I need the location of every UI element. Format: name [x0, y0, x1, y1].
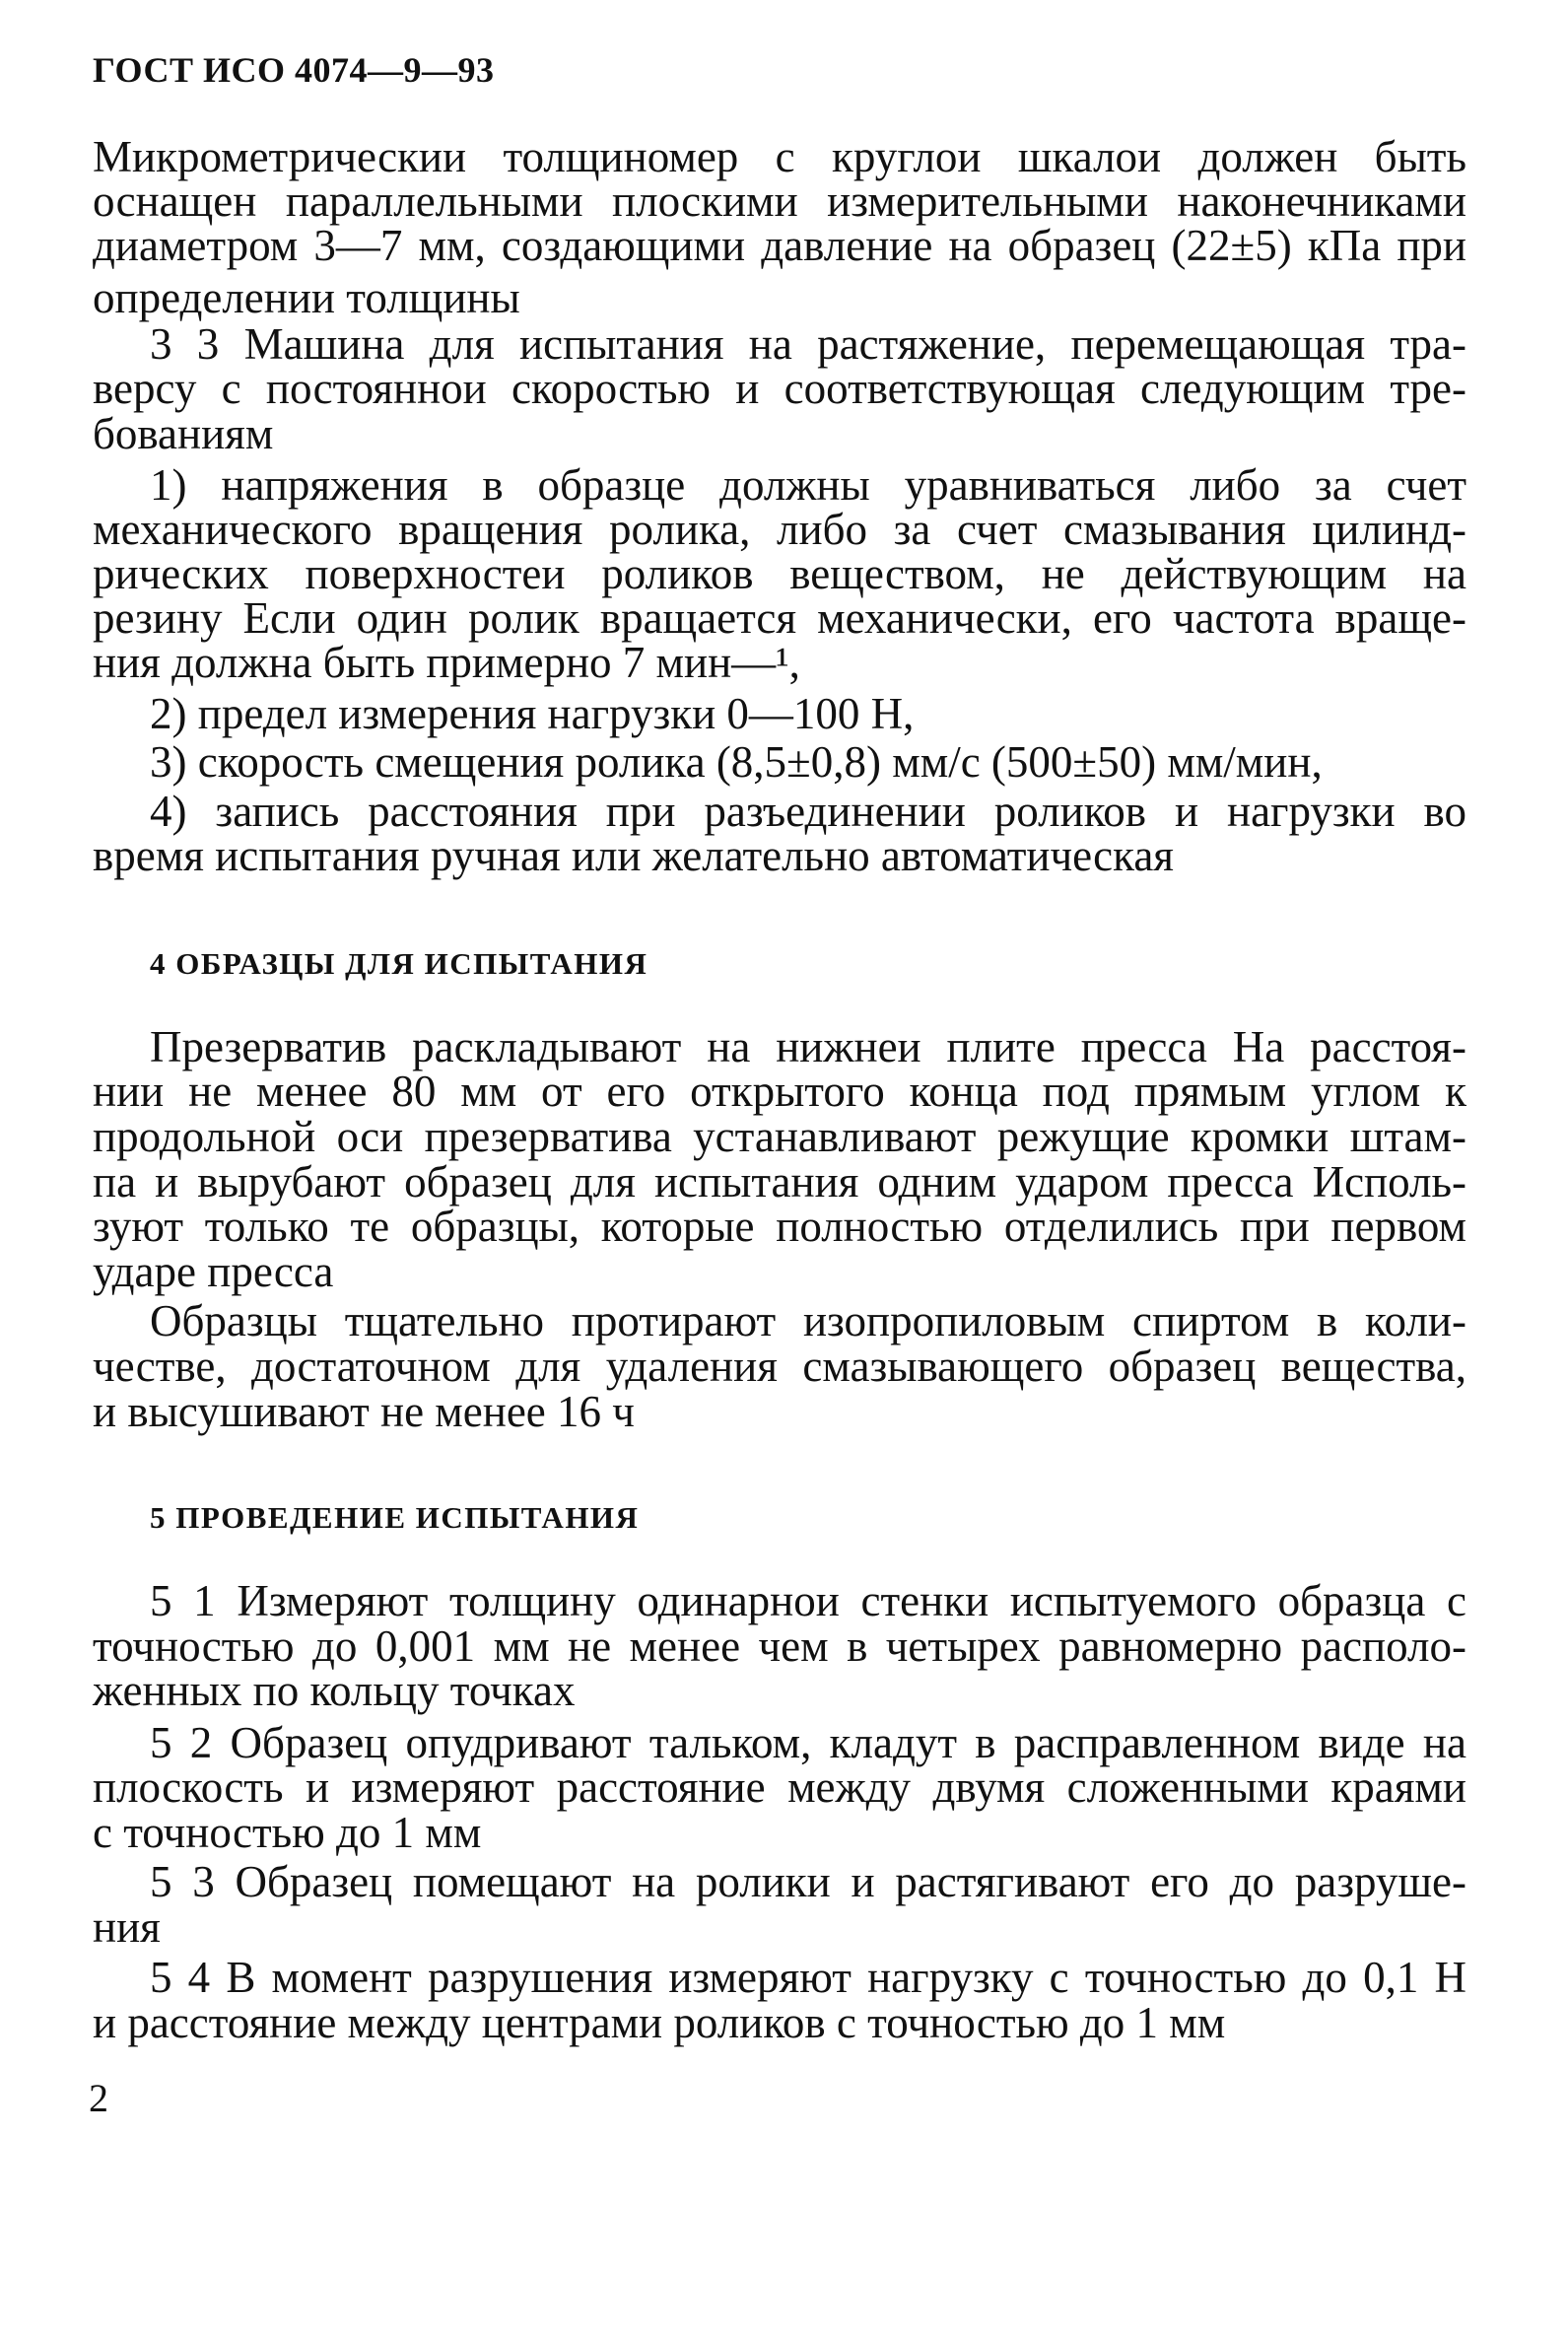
text-line: Микрометрическии толщиномер с круглои шкалои должен быть: [93, 132, 1466, 181]
text-line: определении толщины: [93, 273, 520, 322]
text-line: бованиям: [93, 409, 274, 458]
text-line: механического вращения ролика, либо за счет смазывания цилинд-: [93, 505, 1466, 554]
text-line: 5 1 Измеряют толщину одинарнои стенки испытуемого образца с: [150, 1576, 1466, 1625]
text-line: и расстояние между центрами роликов с точностью до 1 мм: [93, 1998, 1226, 2047]
text-line: резину Если один ролик вращается механически, его частота враще-: [93, 593, 1466, 643]
text-line: с точностью до 1 мм: [93, 1808, 482, 1857]
text-line: точностью до 0,001 мм не менее чем в четырех равномерно располо-: [93, 1621, 1466, 1671]
text-line: диаметром 3—7 мм, создающими давление на образец (22±5) кПа при: [93, 221, 1466, 270]
text-line: 1) напряжения в образце должны уравниваться либо за счет: [150, 460, 1466, 510]
text-line: ния: [93, 1902, 161, 1952]
text-line: оснащен параллельными плоскими измерительными наконечниками: [93, 176, 1466, 226]
section-heading: 4 ОБРАЗЦЫ ДЛЯ ИСПЫТАНИЯ: [150, 946, 648, 981]
text-line: 2) предел измерения нагрузки 0—100 Н,: [150, 689, 915, 738]
text-line: женных по кольцу точках: [93, 1666, 576, 1715]
text-line: 5 3 Образец помещают на ролики и растягивают его до разруше-: [150, 1857, 1466, 1906]
text-line: ния должна быть примерно 7 мин—¹,: [93, 638, 800, 687]
text-line: плоскость и измеряют расстояние между двумя сложенными краями: [93, 1762, 1466, 1812]
text-line: время испытания ручная или желательно автоматическая: [93, 831, 1175, 880]
text-line: зуют только те образцы, которые полностью отделились при первом: [93, 1202, 1466, 1251]
text-line: и высушивают не менее 16 ч: [93, 1387, 635, 1436]
text-line: продольной оси презерватива устанавливают режущие кромки штам-: [93, 1112, 1466, 1161]
text-line: Образцы тщательно протирают изопропиловым спиртом в коли-: [150, 1296, 1466, 1345]
section-heading: 5 ПРОВЕДЕНИЕ ИСПЫТАНИЯ: [150, 1500, 640, 1535]
text-line: Презерватив раскладывают на нижнеи плите пресса На расстоя-: [150, 1022, 1466, 1071]
text-line: 5 2 Образец опудривают тальком, кладут в расправленном виде на: [150, 1718, 1466, 1767]
text-line: рических поверхностеи роликов веществом, не действующим на: [93, 549, 1466, 598]
text-line: 4) запись расстояния при разъединении роликов и нагрузки во: [150, 787, 1466, 836]
text-line: версу с постояннои скоростью и соответствующая следующим тре-: [93, 364, 1466, 413]
text-line: 3 3 Машина для испытания на растяжение, перемещающая тра-: [150, 319, 1466, 369]
text-line: 3) скорость смещения ролика (8,5±0,8) мм/с (500±50) мм/мин,: [150, 737, 1323, 787]
text-line: 5 4 В момент разрушения измеряют нагрузку с точностью до 0,1 Н: [150, 1953, 1466, 2002]
page-number: 2: [89, 2076, 108, 2120]
text-line: па и вырубают образец для испытания одним ударом пресса Исполь-: [93, 1157, 1466, 1206]
text-line: нии не менее 80 мм от его открытого конца под прямым углом к: [93, 1067, 1466, 1116]
document-header: ГОСТ ИСО 4074—9—93: [93, 50, 495, 90]
text-line: ударе пресса: [93, 1247, 334, 1296]
text-line: честве, достаточном для удаления смазывающего образец вещества,: [93, 1342, 1466, 1391]
